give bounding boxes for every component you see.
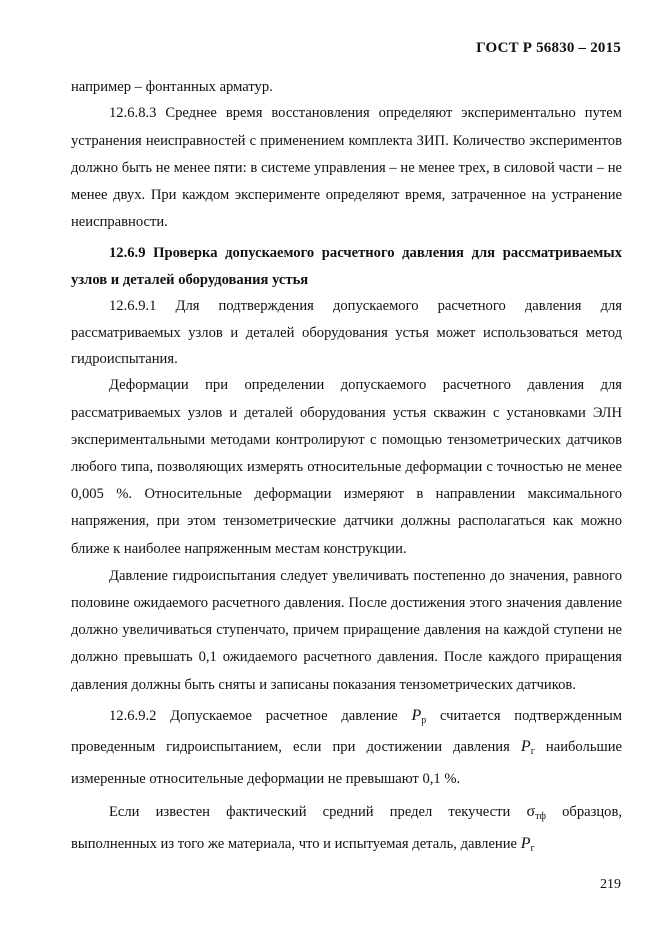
- page-number: 219: [600, 877, 621, 892]
- variable-subscript: г: [530, 746, 535, 758]
- variable-subscript: р: [421, 714, 427, 726]
- text-fragment: наибольшие измеренные относительные деформации не превышают 0,1 %.: [71, 739, 622, 787]
- paragraph-12-6-8-3: 12.6.8.3 Среднее время восстановления определяют экспериментально путем устранения неисправностей с применением комплекта ЗИП. Количество экспериментов должно быть не менее пяти: в системе управления – не менее трех, в силовой части – не менее двух. При каждом эксперименте определяют время, затраченное на устранение неисправности.: [71, 105, 622, 231]
- text-fragment: считается подтвержденным проведенным гидроиспытанием, если при достижении давления: [71, 707, 623, 756]
- document-header: ГОСТ Р 56830 – 2015: [476, 40, 621, 56]
- page-body: [71, 74, 622, 863]
- sigma-subscript: тф: [535, 811, 546, 823]
- pressure-variable: P: [520, 835, 531, 853]
- paragraph-continuation: например – фонтанных арматур.: [71, 79, 273, 95]
- paragraph-yield-strength: [71, 798, 622, 862]
- paragraph-12-6-9-2: [71, 703, 622, 792]
- text-fragment: Если известен фактический средний предел текучести: [109, 804, 527, 821]
- sigma-symbol: σ: [526, 803, 536, 821]
- pressure-variable: P: [520, 738, 531, 756]
- paragraph-deformations: Деформации при определении допускаемого расчетного давления для рассматриваемых узлов и деталей оборудования устья скважин с установками ЭЛН экспериментальными методами контролируют с помощью тензометрических датчиков любого типа, позволяющих измерять относительные деформации с точностью не менее 0,005 %. Относительные деформации измеряют в направлении максимального напряжения, при этом тензометрические датчики должны располагаться как можно ближе к наиболее напряженным местам конструкции.: [71, 377, 622, 557]
- pressure-variable: P: [411, 706, 422, 724]
- section-heading-12-6-9: 12.6.9 Проверка допускаемого расчетного давления для рассматриваемых узлов и деталей оборудования устья: [71, 245, 622, 288]
- paragraph-hydrotest-pressure: Давление гидроиспытания следует увеличивать постепенно до значения, равного половине ожидаемого расчетного давления. После достижения этого значения давление должно увеличиваться ступенчато, причем приращение давления на каждой ступени не должно превышать 0,1 ожидаемого расчетного давления. После каждого приращения давления должны быть сняты и записаны показания тензометрических датчиков.: [71, 567, 622, 693]
- variable-subscript: г: [530, 843, 535, 855]
- paragraph-12-6-9-1: 12.6.9.1 Для подтверждения допускаемого расчетного давления для рассматриваемых узлов и деталей оборудования устья может использоваться метод гидроиспытания.: [71, 298, 622, 368]
- text-fragment: образцов, выполненных из того же материала, что и испытуемая деталь, давление: [71, 804, 623, 853]
- text-fragment: 12.6.9.2 Допускаемое расчетное давление: [109, 707, 412, 724]
